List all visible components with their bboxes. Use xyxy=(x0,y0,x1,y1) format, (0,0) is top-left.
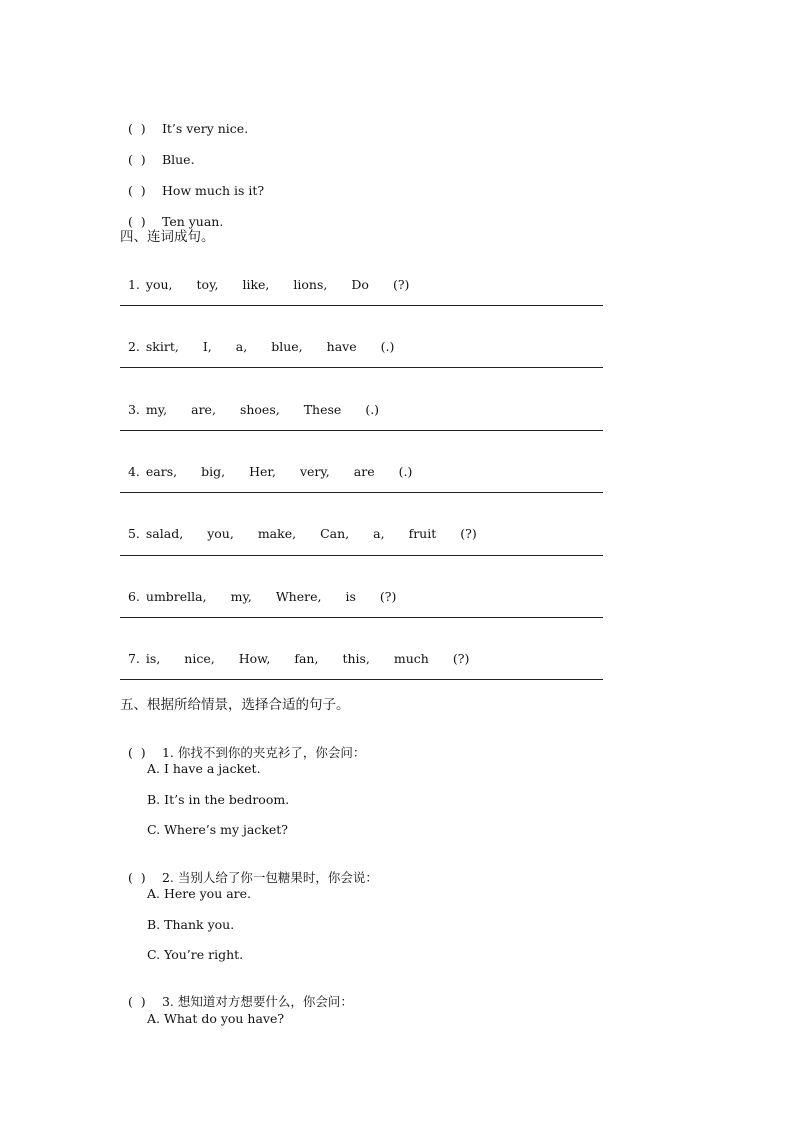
answer-line[interactable] xyxy=(120,617,603,618)
answer-option: B. Thank you. xyxy=(147,917,235,932)
answer-bracket[interactable]: ( ) xyxy=(127,214,146,229)
word: fruit xyxy=(408,526,437,541)
word: you, xyxy=(207,526,234,541)
dialogue-text: How much is it? xyxy=(161,183,265,198)
item-number: 1. xyxy=(127,277,140,292)
answer-bracket[interactable]: ( ) xyxy=(127,870,146,885)
answer-line[interactable] xyxy=(120,555,603,556)
answer-bracket[interactable]: ( ) xyxy=(127,745,146,760)
answer-line[interactable] xyxy=(120,679,603,680)
answer-option: A. Here you are. xyxy=(147,886,252,901)
word: skirt, xyxy=(145,339,179,354)
word: nice, xyxy=(184,651,215,666)
item-number: 4. xyxy=(127,464,140,479)
word: is, xyxy=(145,651,161,666)
answer-option: B. It’s in the bedroom. xyxy=(147,792,290,807)
answer-option: A. I have a jacket. xyxy=(147,761,261,776)
word: (.) xyxy=(380,339,395,354)
word: like, xyxy=(242,277,270,292)
dialogue-text: Ten yuan. xyxy=(161,214,224,229)
answer-bracket[interactable]: ( ) xyxy=(127,183,146,198)
scramble-item xyxy=(120,635,493,667)
word: a, xyxy=(373,526,385,541)
word: Where, xyxy=(275,589,322,604)
word: a, xyxy=(235,339,248,354)
item-number: 2. xyxy=(127,339,140,354)
answer-line[interactable] xyxy=(120,367,603,368)
word: (.) xyxy=(398,464,413,479)
dialogue-line xyxy=(120,136,195,168)
question-text: 2. 当别人给了你一包糖果时，你会说： xyxy=(161,870,378,885)
word: are, xyxy=(191,402,216,417)
word: fan, xyxy=(294,651,319,666)
word: These xyxy=(303,402,342,417)
answer-option: C. You’re right. xyxy=(147,947,244,962)
word: (?) xyxy=(379,589,397,604)
scramble-item xyxy=(120,573,420,605)
item-number: 6. xyxy=(127,589,140,604)
word: (?) xyxy=(452,651,470,666)
word: umbrella, xyxy=(145,589,207,604)
word: big, xyxy=(201,464,226,479)
answer-line[interactable] xyxy=(120,305,603,306)
word: very, xyxy=(299,464,330,479)
answer-line[interactable] xyxy=(120,430,603,431)
word: Can, xyxy=(320,526,350,541)
question-stem xyxy=(120,978,353,1010)
dialogue-line xyxy=(120,198,223,230)
question-text: 3. 想知道对方想要什么，你会问： xyxy=(161,994,353,1009)
word: my, xyxy=(230,589,252,604)
answer-bracket[interactable]: ( ) xyxy=(127,994,146,1009)
scramble-item xyxy=(120,261,433,293)
word: Her, xyxy=(249,464,276,479)
word: have xyxy=(326,339,357,354)
word: you, xyxy=(145,277,173,292)
scramble-item xyxy=(120,323,418,355)
answer-line[interactable] xyxy=(120,492,603,493)
word: are xyxy=(353,464,375,479)
word: toy, xyxy=(196,277,219,292)
scramble-item xyxy=(120,510,501,542)
answer-option: A. What do you have? xyxy=(147,1011,285,1026)
dialogue-line xyxy=(120,167,264,199)
section-5-title: 五、根据所给情景，选择合适的句子。 xyxy=(120,697,350,713)
answer-bracket[interactable]: ( ) xyxy=(127,121,146,136)
item-number: 5. xyxy=(127,526,140,541)
word: I, xyxy=(202,339,212,354)
word: Do xyxy=(351,277,369,292)
word: salad, xyxy=(145,526,184,541)
scramble-item xyxy=(120,386,403,418)
word: shoes, xyxy=(239,402,280,417)
word: this, xyxy=(342,651,370,666)
item-number: 3. xyxy=(127,402,140,417)
section-4-title: 四、连词成句。 xyxy=(120,229,215,245)
word: make, xyxy=(257,526,297,541)
dialogue-text: Blue. xyxy=(161,152,195,167)
question-text: 1. 你找不到你的夹克衫了，你会问： xyxy=(161,745,366,760)
word: (.) xyxy=(365,402,380,417)
word: lions, xyxy=(293,277,328,292)
word: is xyxy=(345,589,356,604)
question-stem xyxy=(120,854,378,886)
word: (?) xyxy=(460,526,477,541)
word: How, xyxy=(238,651,271,666)
question-stem xyxy=(120,729,365,761)
dialogue-line xyxy=(120,105,248,137)
answer-option: C. Where’s my jacket? xyxy=(147,822,289,837)
scramble-item xyxy=(120,448,436,480)
word: much xyxy=(393,651,429,666)
word: blue, xyxy=(271,339,303,354)
word: ears, xyxy=(145,464,178,479)
word: (?) xyxy=(392,277,410,292)
answer-bracket[interactable]: ( ) xyxy=(127,152,146,167)
dialogue-text: It’s very nice. xyxy=(161,121,249,136)
item-number: 7. xyxy=(127,651,140,666)
word: my, xyxy=(145,402,168,417)
